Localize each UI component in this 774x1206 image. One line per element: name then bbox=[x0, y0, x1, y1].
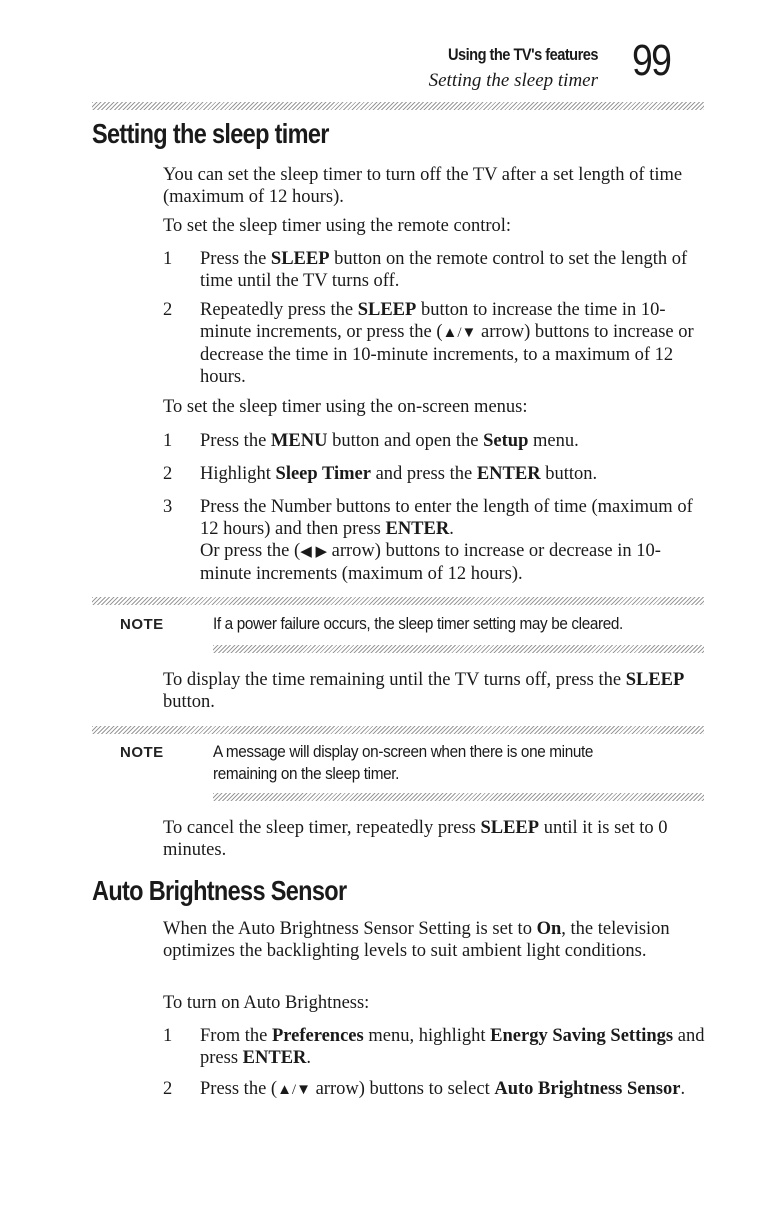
remote-intro: To set the sleep timer using the remote control: bbox=[163, 216, 512, 236]
step-text: From the Preferences menu, highlight Energy Saving Settings and press ENTER. bbox=[200, 1026, 705, 1068]
step-number: 1 bbox=[163, 431, 173, 451]
section-heading-sleep-timer: Setting the sleep timer bbox=[92, 118, 329, 149]
step-number: 1 bbox=[163, 1026, 173, 1046]
note-label: NOTE bbox=[120, 616, 164, 633]
step-number: 2 bbox=[163, 1079, 173, 1099]
note-divider-bottom bbox=[213, 645, 704, 653]
section-heading-auto-brightness: Auto Brightness Sensor bbox=[92, 875, 347, 906]
menu-intro: To set the sleep timer using the on-screen menus: bbox=[163, 397, 528, 417]
cancel-timer-text: To cancel the sleep timer, repeatedly press SLEEP until it is set to 0 minutes. bbox=[163, 818, 668, 860]
step-number: 2 bbox=[163, 464, 173, 484]
note-text: If a power failure occurs, the sleep timer setting may be cleared. bbox=[213, 614, 623, 633]
note-divider-top bbox=[92, 726, 704, 734]
note-text: A message will display on-screen when there is one minute remaining on the sleep timer. bbox=[213, 742, 594, 783]
step-text: Press the (▲/▼ arrow) buttons to select Auto Brightness Sensor. bbox=[200, 1079, 686, 1099]
up-down-arrow-icon: ▲/▼ bbox=[442, 325, 477, 341]
step-text: Repeatedly press the SLEEP button to increase the time in 10-minute increments, or press the (▲/▼ arrow) buttons to increase or decrease the time in 10-minute increments, to a maximum of 12 hours. bbox=[200, 300, 694, 387]
step-text: Press the SLEEP button on the remote control to set the length of time until the TV turns off. bbox=[200, 249, 688, 291]
auto-brightness-steps-intro: To turn on Auto Brightness: bbox=[163, 993, 370, 1013]
note-divider-top bbox=[92, 597, 704, 605]
running-header-subsection: Setting the sleep timer bbox=[428, 70, 598, 91]
step-number: 2 bbox=[163, 300, 173, 320]
note-divider-bottom bbox=[213, 793, 704, 801]
running-header-section: Using the TV's features bbox=[447, 45, 598, 64]
left-right-arrow-icon: ◀ ▶ bbox=[300, 544, 328, 560]
sleep-timer-intro: You can set the sleep timer to turn off the TV after a set length of time (maximum of 12 hours). bbox=[163, 165, 683, 207]
up-down-arrow-icon: ▲/▼ bbox=[277, 1082, 311, 1098]
header-divider bbox=[92, 102, 704, 110]
note-label: NOTE bbox=[120, 744, 164, 761]
auto-brightness-intro: When the Auto Brightness Sensor Setting is set to On, the television optimizes the backlighting levels to suit ambient light conditions. bbox=[163, 919, 670, 961]
step-text: Press the MENU button and open the Setup menu. bbox=[200, 431, 579, 451]
step-text: Highlight Sleep Timer and press the ENTER button. bbox=[200, 464, 598, 484]
step-text: Press the Number buttons to enter the length of time (maximum of 12 hours) and then press ENTER. Or press the (◀ ▶ arrow) buttons to increase or decrease in 10-minute increments (maximum of 12 hours). bbox=[200, 497, 693, 584]
step-number: 3 bbox=[163, 497, 173, 517]
display-remaining-text: To display the time remaining until the TV turns off, press the SLEEP button. bbox=[163, 670, 685, 712]
step-number: 1 bbox=[163, 249, 173, 269]
page-number: 99 bbox=[632, 36, 671, 85]
